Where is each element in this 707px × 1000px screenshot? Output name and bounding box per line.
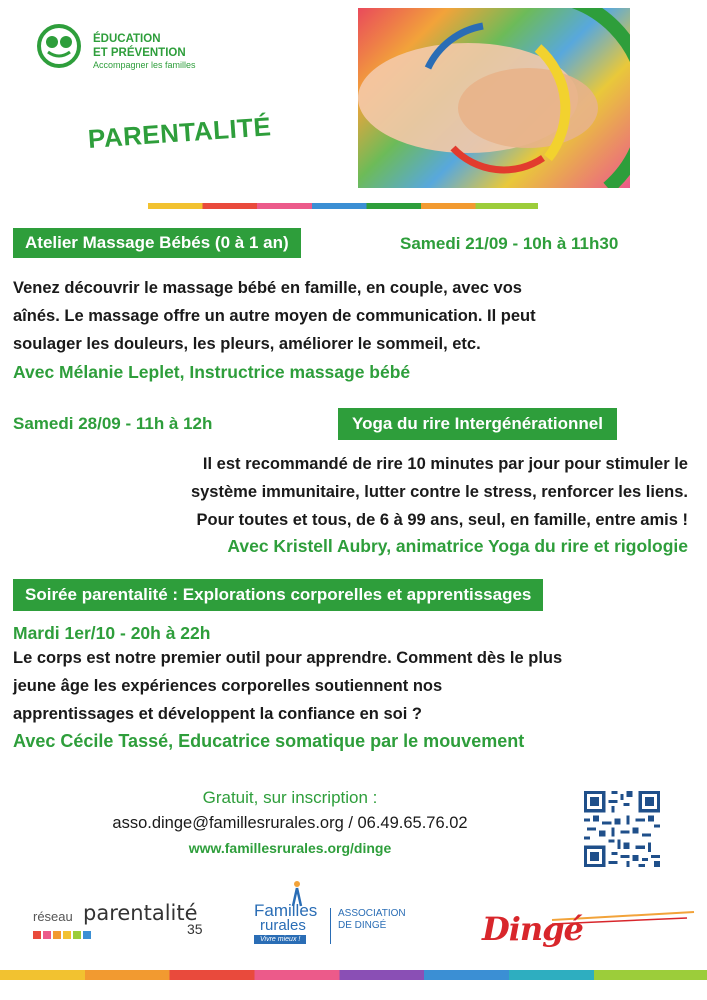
description-line: Pour toutes et tous, de 6 à 99 ans, seul, en famille, entre amis ! [196, 511, 688, 529]
divider [330, 908, 331, 944]
description-line: Venez découvrir le massage bébé en famille, en couple, avec vos [13, 279, 522, 297]
rurales-word: rurales [260, 917, 306, 934]
event-1-host: Avec Mélanie Leplet, Instructrice massage bébé [13, 362, 411, 382]
website-link[interactable]: www.famillesrurales.org/dinge [188, 840, 392, 856]
reseau-parentalite-logo [33, 901, 213, 945]
event-3-title: Soirée parentalité : Explorations corporelles et apprentissages [13, 579, 543, 611]
education-logo-icon [37, 24, 81, 68]
description-line: soulager les douleurs, les pleurs, améliorer le sommeil, etc. [13, 335, 481, 353]
familles-rurales-tagline: Vivre mieux ! [254, 935, 306, 944]
qr-code[interactable] [584, 791, 660, 867]
event-1-date: Samedi 21/09 - 10h à 11h30 [400, 234, 619, 253]
dinge-word: Dingé [482, 910, 583, 948]
description-line: aînés. Le massage offre un autre moyen de communication. Il peut [13, 307, 536, 325]
reseau-word: réseau [33, 909, 73, 924]
bottom-color-stripe [0, 970, 707, 980]
description-line: Le corps est notre premier outil pour apprendre. Comment dès le plus [13, 649, 563, 667]
logo-text [93, 32, 186, 60]
free-registration: Gratuit, sur inscription : [202, 788, 378, 807]
description-line: apprentissages et développent la confiance en soi ? [13, 705, 422, 723]
hands-photo [358, 8, 630, 188]
familles-rurales-logo [254, 880, 414, 946]
logo-line-1: ÉDUCATION [93, 33, 161, 45]
color-stripe [148, 203, 538, 209]
event-1-title: Atelier Massage Bébés (0 à 1 an) [13, 228, 301, 258]
dinge-logo [482, 906, 697, 950]
familles-word: Familles [254, 901, 318, 920]
description-line: Il est recommandé de rire 10 minutes par jour pour stimuler le [202, 455, 688, 473]
event-2-host: Avec Kristell Aubry, animatrice Yoga du rire et rigologie [227, 536, 688, 556]
page-title: PARENTALITÉ [86, 111, 273, 154]
event-3-host: Avec Cécile Tassé, Educatrice somatique par le mouvement [13, 731, 525, 751]
event-2-title: Yoga du rire Intergénérationnel [338, 408, 617, 440]
event-3-date: Mardi 1er/10 - 20h à 22h [13, 623, 211, 643]
event-3-description [13, 644, 562, 728]
description-line: système immunitaire, lutter contre le stress, renforcer les liens. [190, 483, 688, 501]
reseau-number: 35 [187, 921, 203, 937]
event-2-description [191, 450, 688, 534]
description-line: jeune âge les expériences corporelles soutiennent nos [13, 677, 443, 695]
association-line-2: DE DINGÉ [338, 920, 387, 931]
contact-email-phone[interactable]: asso.dinge@famillesrurales.org / 06.49.65.76.02 [112, 814, 468, 832]
association-line-1: ASSOCIATION [338, 908, 406, 919]
logo-line-2: ET PRÉVENTION [93, 47, 186, 59]
parentalite-word: parentalité [83, 901, 198, 925]
logo-tagline: Accompagner les familles [93, 60, 196, 70]
reseau-color-squares [33, 931, 91, 939]
event-1-description [13, 274, 536, 358]
event-2-date: Samedi 28/09 - 11h à 12h [13, 414, 213, 433]
